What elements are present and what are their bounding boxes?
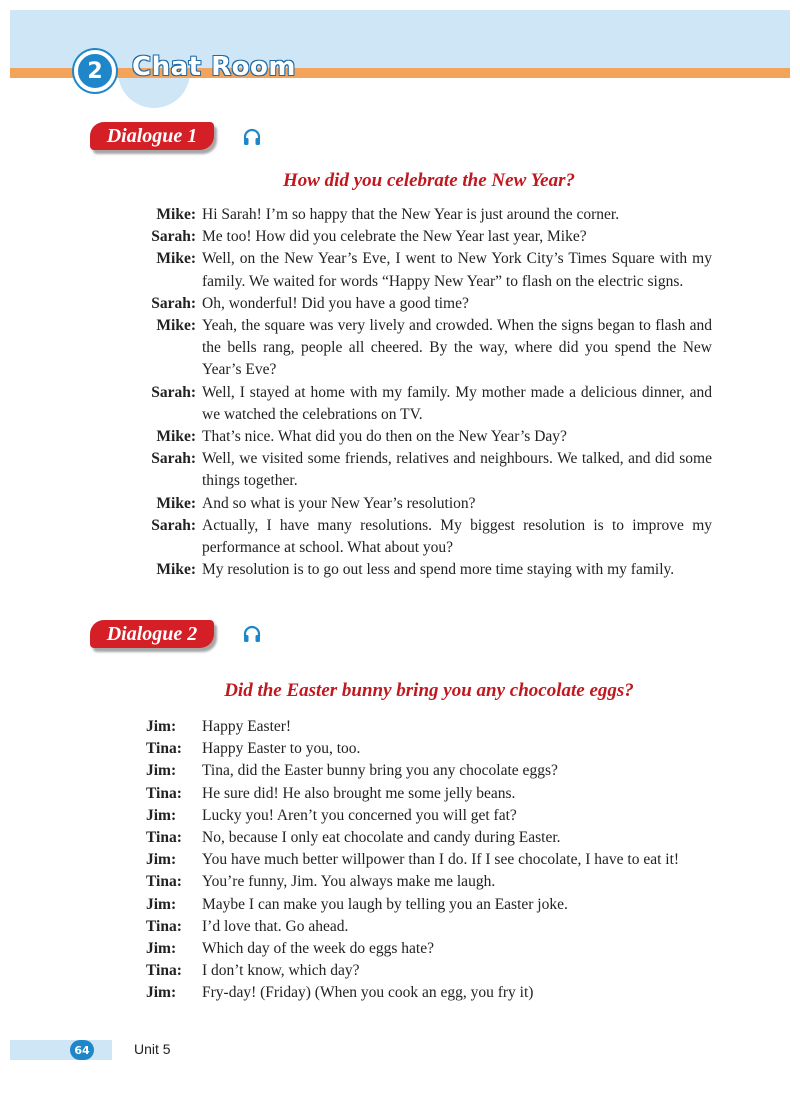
speaker-name: Mike:	[156, 206, 196, 223]
dialogue-line	[146, 426, 712, 448]
dialogue-line	[146, 382, 712, 426]
dialogue-text: You have much better willpower than I do. If I see chocolate, I have to eat it!	[202, 851, 680, 869]
dialogue-text: You’re funny, Jim. You always make me laugh.	[202, 873, 496, 891]
speaker-name: Tina:	[146, 829, 182, 847]
dialogue-line	[146, 448, 712, 492]
speaker-name: Mike:	[156, 561, 196, 579]
header-stripe	[10, 68, 790, 78]
dialogue-line	[146, 871, 706, 893]
headphones-icon[interactable]	[242, 624, 262, 644]
dialogue-line	[146, 559, 712, 581]
dialogue-line	[146, 938, 706, 960]
dialogue-text: I don’t know, which day?	[202, 962, 360, 980]
dialogue-line	[146, 315, 712, 382]
dialogue-line	[146, 916, 706, 938]
page-number: 64	[70, 1040, 94, 1060]
speaker-name: Sarah:	[151, 450, 196, 468]
dialogue-text: Actually, I have many resolutions. My biggest resolution is to improve my performance at school. What about you?	[202, 516, 712, 557]
dialogue-text: Tina, did the Easter bunny bring you any chocolate eggs?	[202, 762, 558, 780]
speaker-name: Jim:	[146, 762, 177, 780]
dialogue-text: Happy Easter!	[202, 718, 292, 735]
dialogue-text: Lucky you! Aren’t you concerned you will get fat?	[202, 806, 517, 824]
dialogue-text: I’d love that. Go ahead.	[202, 917, 349, 935]
dialogue-text: Well, I stayed at home with my family. My mother made a delicious dinner, and we watched the celebrations on TV.	[202, 383, 712, 423]
footer-band	[10, 1040, 112, 1060]
speaker-name: Tina:	[146, 784, 182, 802]
dialogue-2-lines	[146, 716, 706, 1005]
section-title: Chat Room	[132, 52, 296, 82]
unit-label: Unit 5	[134, 1041, 171, 1057]
dialogue-text: Fry-day! (Friday) (When you cook an egg, you fry it)	[202, 984, 534, 1002]
dialogue-text: Me too! How did you celebrate the New Year last year, Mike?	[202, 228, 587, 246]
dialogue-line	[146, 960, 706, 982]
speaker-name: Sarah:	[151, 228, 196, 246]
speaker-name: Sarah:	[151, 383, 196, 401]
speaker-name: Tina:	[146, 917, 182, 935]
dialogue-line	[146, 849, 706, 871]
dialogue-text: Happy Easter to you, too.	[202, 740, 361, 758]
dialogue-2-title: Did the Easter bunny bring you any chocolate eggs?	[224, 680, 634, 701]
speaker-name: Tina:	[146, 740, 182, 758]
dialogue-text: And so what is your New Year’s resolution?	[202, 494, 476, 512]
dialogue-text: No, because I only eat chocolate and candy during Easter.	[202, 829, 561, 847]
dialogue-line	[146, 716, 706, 738]
speaker-name: Tina:	[146, 962, 182, 980]
dialogue-line	[146, 248, 712, 292]
dialogue-line	[146, 805, 706, 827]
dialogue-1-title: How did you celebrate the New Year?	[282, 170, 575, 191]
dialogue-1-lines	[146, 204, 712, 581]
dialogue-2-tag: Dialogue 2	[90, 620, 214, 648]
speaker-name: Jim:	[146, 718, 177, 735]
speaker-name: Jim:	[146, 984, 177, 1002]
speaker-name: Sarah:	[151, 294, 196, 312]
dialogue-line	[146, 226, 712, 248]
dialogue-line	[146, 515, 712, 559]
dialogue-text: Which day of the week do eggs hate?	[202, 940, 434, 958]
dialogue-line	[146, 760, 706, 782]
dialogue-line	[146, 738, 706, 760]
dialogue-line	[146, 204, 712, 226]
dialogue-text: He sure did! He also brought me some jelly beans.	[202, 784, 516, 802]
dialogue-text: Yeah, the square was very lively and crowded. When the signs began to flash and the bells rang, people all cheered. By the way, where did you spend the New Year’s Eve?	[202, 317, 712, 379]
dialogue-text: Well, we visited some friends, relatives and neighbours. We talked, and did some things together.	[202, 450, 712, 490]
dialogue-line	[146, 293, 712, 315]
speaker-name: Sarah:	[151, 516, 196, 534]
dialogue-line	[146, 493, 712, 515]
dialogue-line	[146, 982, 706, 1004]
speaker-name: Mike:	[156, 428, 196, 446]
dialogue-text: Well, on the New Year’s Eve, I went to New York City’s Times Square with my family. We waited for words “Happy New Year” to flash on the electric signs.	[202, 250, 712, 290]
speaker-name: Jim:	[146, 851, 177, 869]
speaker-name: Jim:	[146, 806, 177, 824]
dialogue-text: Maybe I can make you laugh by telling you an Easter joke.	[202, 895, 568, 913]
speaker-name: Mike:	[156, 494, 196, 512]
dialogue-line	[146, 783, 706, 805]
speaker-name: Mike:	[156, 250, 196, 268]
dialogue-1-tag: Dialogue 1	[90, 122, 214, 150]
speaker-name: Jim:	[146, 895, 177, 913]
speaker-name: Mike:	[156, 317, 196, 335]
dialogue-text: Oh, wonderful! Did you have a good time?	[202, 294, 469, 312]
dialogue-line	[146, 894, 706, 916]
section-number-badge: 2	[74, 50, 116, 92]
dialogue-line	[146, 827, 706, 849]
dialogue-text: That’s nice. What did you do then on the New Year’s Day?	[202, 428, 567, 446]
headphones-icon[interactable]	[242, 127, 262, 147]
dialogue-text: My resolution is to go out less and spend more time staying with my family.	[202, 561, 675, 579]
dialogue-text: Hi Sarah! I’m so happy that the New Year is just around the corner.	[202, 206, 620, 223]
speaker-name: Jim:	[146, 940, 177, 958]
speaker-name: Tina:	[146, 873, 182, 891]
